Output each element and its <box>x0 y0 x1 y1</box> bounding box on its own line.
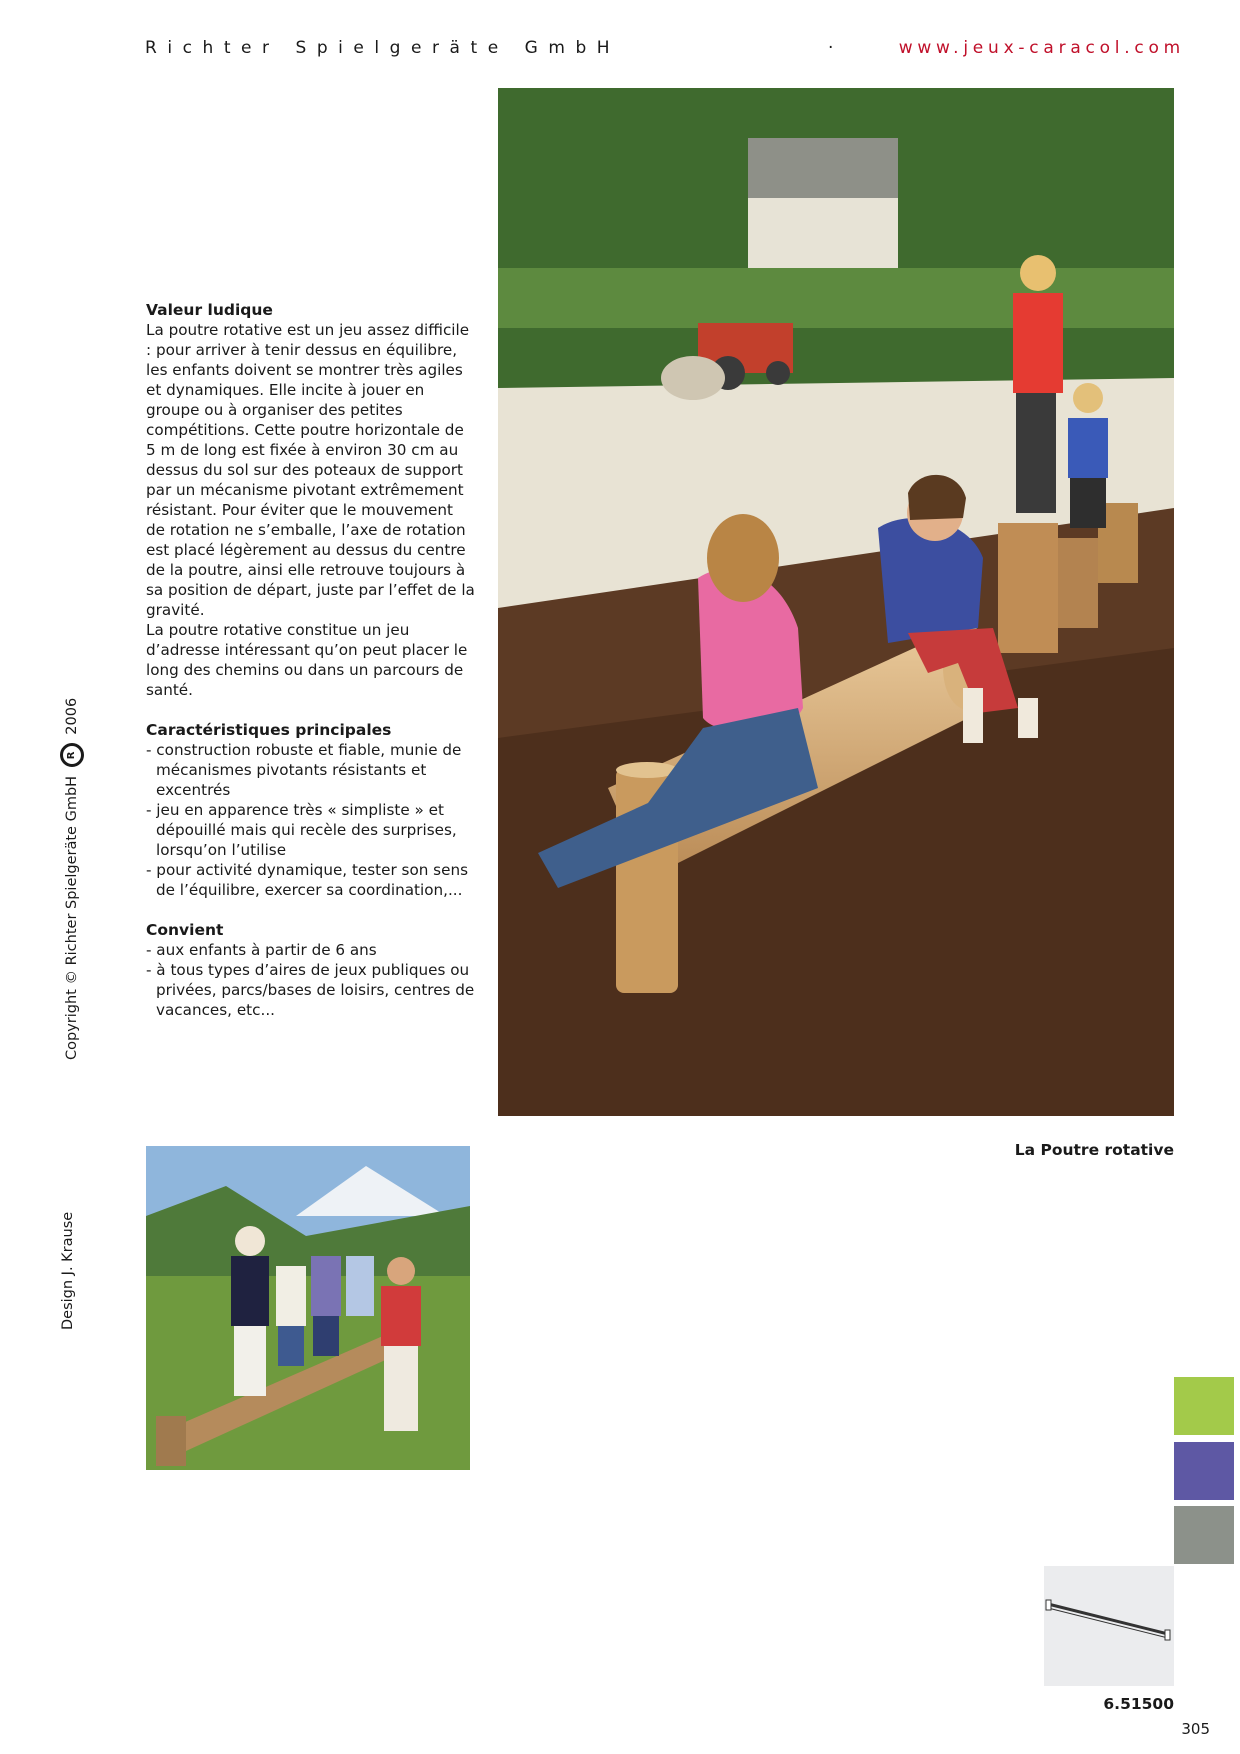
main-photo-illustration <box>498 88 1174 1116</box>
product-code: 6.51500 <box>1103 1695 1174 1713</box>
product-diagram <box>1044 1566 1174 1686</box>
secondary-photo <box>146 1146 470 1470</box>
category-swatch-gray <box>1174 1506 1234 1564</box>
category-swatch-green <box>1174 1377 1234 1435</box>
section-paragraph: La poutre rotative est un jeu assez difficile : pour arriver à tenir dessus en équilibre, les enfants doivent se montrer très agiles et dynamiques. Elle incite à jouer en groupe ou à organiser des petites compétitions. Cette poutre horizontale de 5 m de long est fixée à environ 30 cm au dessus du sol sur des poteaux de support par un mécanisme pivotant extrêmement résistant. Pour éviter que le mouvement de rotation ne s’emballe, l’axe de rotation est placé légèrement au dessus du centre de la poutre, ainsi elle retrouve toujours à sa position de départ, juste par l’effet de la gravité. <box>146 321 475 619</box>
secondary-photo-illustration <box>146 1146 470 1470</box>
richter-logo-icon: R <box>60 743 84 767</box>
section-title: Convient <box>146 921 224 939</box>
category-swatch-purple <box>1174 1442 1234 1500</box>
header-company: Richter Spielgeräte GmbH <box>145 38 621 58</box>
section-title: Caractéristiques principales <box>146 721 392 739</box>
description-column <box>146 300 476 1040</box>
main-photo <box>498 88 1174 1116</box>
list-item: - jeu en apparence très « simpliste » et dépouillé mais qui recèle des surprises, lorsqu’on l’utilise <box>146 801 457 859</box>
section-convient <box>146 920 476 1020</box>
suitability-list <box>146 940 476 1020</box>
list-item: - construction robuste et fiable, munie de mécanismes pivotants résistants et excentrés <box>146 741 462 799</box>
header-url-link[interactable]: www.jeux-caracol.com <box>898 38 1185 58</box>
section-caracteristiques <box>146 720 476 900</box>
copyright-year: 2006 <box>64 697 80 735</box>
side-copyright <box>60 698 84 1060</box>
list-item: - à tous types d’aires de jeux publiques ou privées, parcs/bases de loisirs, centres de vacances, etc... <box>146 961 475 1019</box>
list-item: - aux enfants à partir de 6 ans <box>146 941 377 959</box>
product-caption: La Poutre rotative <box>1014 1141 1174 1159</box>
side-design-credit: Design J. Krause <box>60 1211 76 1330</box>
section-paragraph: La poutre rotative constitue un jeu d’adresse intéressant qu’on peut placer le long des chemins ou dans un parcours de santé. <box>146 621 468 699</box>
section-title: Valeur ludique <box>146 301 273 319</box>
feature-list <box>146 740 476 900</box>
page-number: 305 <box>1181 1720 1210 1738</box>
header-separator: · <box>828 38 844 58</box>
section-valeur-ludique <box>146 300 476 700</box>
page-header <box>145 38 1185 62</box>
beam-diagram-icon <box>1044 1566 1174 1686</box>
copyright-text: Copyright © Richter Spielgeräte GmbH <box>64 775 80 1060</box>
list-item: - pour activité dynamique, tester son sens de l’équilibre, exercer sa coordination,... <box>146 861 468 899</box>
